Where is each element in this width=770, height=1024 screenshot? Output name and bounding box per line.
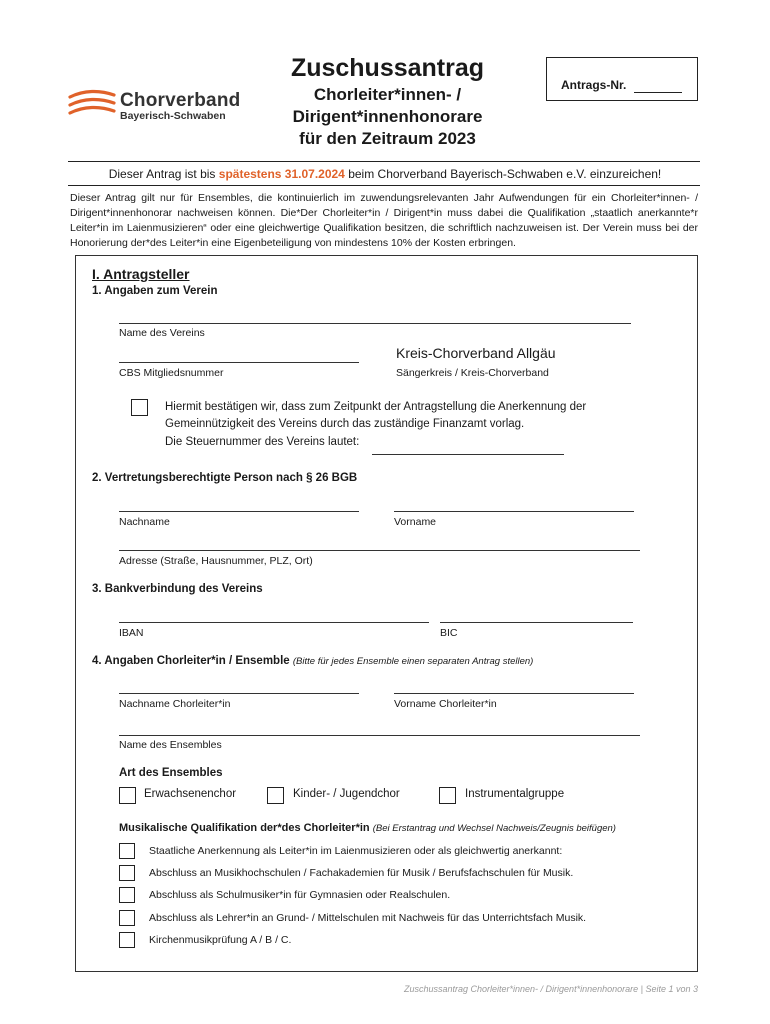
ensemble-name-label: Name des Ensembles [119,739,222,751]
quali-checkbox[interactable] [119,887,135,903]
bic-label: BIC [440,627,458,639]
chorleiter-nachname-label: Nachname Chorleiter*in [119,698,231,710]
quali-checkbox[interactable] [119,910,135,926]
subtitle-line-2: Dirigent*innenhonorare [292,107,483,126]
kreis-select[interactable]: Kreis-Chorverband Allgäu [396,345,556,361]
kreis-label: Sängerkreis / Kreis-Chorverband [396,367,549,379]
art-option-label: Erwachsenenchor [144,788,237,800]
vereinsname-label: Name des Vereins [119,327,205,339]
notice-pre: Dieser Antrag ist bis [108,167,219,181]
art-heading: Art des Ensembles [119,767,223,779]
chorleiter-nachname-field[interactable] [119,693,359,694]
steuernummer-label: Die Steuernummer des Vereins lautet: [165,436,360,448]
steuernummer-field[interactable] [372,454,564,455]
deadline-notice [70,167,700,181]
vertretung-heading: 2. Vertretungsberechtigte Person nach § 26 BGB [92,472,358,484]
confirm-line-2: Gemeinnützigkeit des Vereins durch das zuständige Finanzamt vorlag. [165,418,525,430]
quali-option-label: Staatliche Anerkennung als Leiter*in im Laienmusizieren oder als gleichwertig anerkannt: [149,845,563,857]
document-title: Zuschussantrag [290,54,485,82]
quali-option-label: Abschluss als Schulmusiker*in für Gymnasien oder Realschulen. [149,889,451,901]
logo-subtitle: Bayerisch-Schwaben [120,110,226,122]
nachname-label: Nachname [119,516,170,528]
art-erwachsenenchor-checkbox[interactable] [119,787,136,804]
chorleiter-note: (Bitte für jedes Ensemble einen separaten Antrag stellen) [292,656,534,667]
art-jugendchor-checkbox[interactable] [267,787,284,804]
antrags-nr-box [546,57,698,101]
logo-name: Chorverband [120,90,241,111]
quali-checkbox[interactable] [119,843,135,859]
antrags-nr-label: Antrags-Nr. [561,78,627,92]
chorleiter-vorname-field[interactable] [394,693,634,694]
bank-heading: 3. Bankverbindung des Vereins [92,583,263,595]
notice-bottom-rule [68,185,700,186]
notice-top-rule [68,161,700,162]
gemeinnuetzigkeit-checkbox[interactable] [131,399,148,416]
chorleiter-heading: 4. Angaben Chorleiter*in / Ensemble (Bitte für jedes Ensemble einen separaten Antrag stellen) [92,655,534,667]
iban-label: IBAN [119,627,144,639]
quali-checkbox[interactable] [119,865,135,881]
adresse-field[interactable] [119,550,640,551]
document-subtitle [255,84,520,150]
chorleiter-vorname-label: Vorname Chorleiter*in [394,698,497,710]
bic-field[interactable] [440,622,633,623]
notice-deadline: spätestens 31.07.2024 [218,167,345,181]
cbs-field[interactable] [119,362,359,363]
antrags-nr-field[interactable] [634,92,682,93]
iban-field[interactable] [119,622,429,623]
art-option-label: Kinder- / Jugendchor [293,788,400,800]
vereinsname-field[interactable] [119,323,631,324]
subtitle-line-1: Chorleiter*innen- / [313,85,462,104]
intro-paragraph: Dieser Antrag gilt nur für Ensembles, die kontinuierlich im zuwendungsrelevanten Jahr Aufwendungen für ein Chorleiter*innen- / Dirigent*innenhonorar nachweisen können. Die*Der Chorleiter*in / Dirigent*in muss dabei die Qualifikation „staatlich anerkannte*r Leiter*in im Laienmusizieren“ oder eine gleichwertige Qualifikation besitzen, die schriftlich nachzuweisen ist. Der Verein muss bei der Honorierung der*des Leiter*in eine Eigenbeteiligung von mindestens 10% der Kosten erbringen. [70,192,698,249]
quali-note: (Bei Erstantrag und Wechsel Nachweis/Zeugnis beifügen) [372,823,616,834]
notice-post: beim Chorverband Bayerisch-Schwaben e.V. einzureichen! [344,167,662,181]
art-instrumentalgruppe-checkbox[interactable] [439,787,456,804]
vorname-field[interactable] [394,511,634,512]
quali-heading: Musikalische Qualifikation der*des Chorleiter*in (Bei Erstantrag und Wechsel Nachweis/Zeugnis beifügen) [119,822,616,834]
logo [68,88,241,128]
quali-option-label: Abschluss als Lehrer*in an Grund- / Mittelschulen mit Nachweis für das Unterrichtsfach Musik. [149,912,587,924]
verein-heading: 1. Angaben zum Verein [92,285,218,297]
cbs-label: CBS Mitgliedsnummer [119,367,224,379]
quali-option-label: Abschluss an Musikhochschulen / Fachakademien für Musik / Berufsfachschulen für Musik. [149,867,574,879]
adresse-label: Adresse (Straße, Hausnummer, PLZ, Ort) [119,555,313,567]
subtitle-line-3: für den Zeitraum 2023 [299,129,476,148]
page-footer: Zuschussantrag Chorleiter*innen- / Dirigent*innenhonorare | Seite 1 von 3 [403,984,698,994]
chorverband-logo-icon [68,88,118,124]
confirm-line-1: Hiermit bestätigen wir, dass zum Zeitpunkt der Antragstellung die Anerkennung der [165,401,587,413]
quali-checkbox[interactable] [119,932,135,948]
section-heading: I. Antragsteller [92,266,190,282]
quali-option-label: Kirchenmusikprüfung A / B / C. [149,934,292,946]
vorname-label: Vorname [394,516,437,528]
art-option-label: Instrumentalgruppe [465,788,565,800]
nachname-field[interactable] [119,511,359,512]
ensemble-name-field[interactable] [119,735,640,736]
